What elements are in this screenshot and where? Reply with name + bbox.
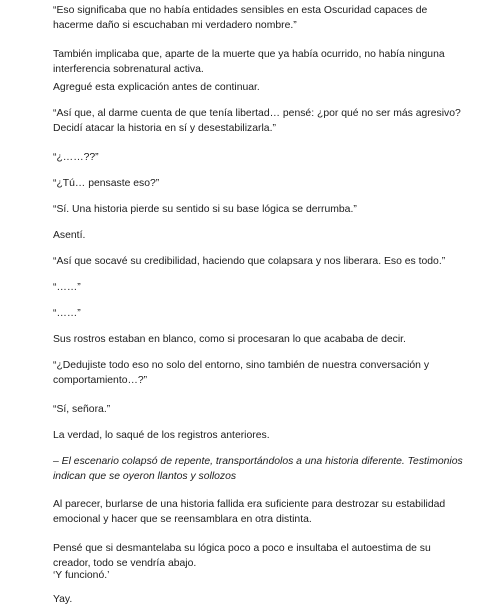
paragraph-18: Pensé que si desmantelaba su lógica poco a poco e insultaba el autoestima de su creador, todo se vendría abajo. xyxy=(53,543,431,569)
paragraph-2: También implicaba que, aparte de la muerte que ya había ocurrido, no había ninguna interferencia sobrenatural activa. xyxy=(53,49,445,75)
paragraph-4: “Así que, al darme cuenta de que tenía libertad… pensé: ¿por qué no ser más agresivo? Decidí atacar la historia en sí y desestabilizarla.” xyxy=(53,108,461,134)
paragraph-16-italic: – El escenario colapsó de repente, transportándolos a una historia diferente. Testimonios indican que se oyeron llantos y sollozos xyxy=(53,456,463,482)
paragraph-6: “¿Tú… pensaste eso?” xyxy=(53,178,160,189)
paragraph-13: “¿Dedujiste todo eso no solo del entorno, sino también de nuestra conversación y comportamiento…?” xyxy=(53,360,430,386)
paragraph-15: La verdad, lo saqué de los registros anteriores. xyxy=(53,430,270,441)
paragraph-5: “¿……??” xyxy=(53,152,99,163)
paragraph-11: “……” xyxy=(53,308,81,319)
paragraph-12: Sus rostros estaban en blanco, como si procesaran lo que acababa de decir. xyxy=(53,334,406,345)
paragraph-20: Yay. xyxy=(53,594,73,605)
paragraph-8: Asentí. xyxy=(53,230,86,241)
paragraph-14: “Sí, señora.” xyxy=(53,404,111,415)
paragraph-7: “Sí. Una historia pierde su sentido si su base lógica se derrumba.” xyxy=(53,204,357,215)
paragraph-1: “Eso significaba que no había entidades sensibles en esta Oscuridad capaces de hacerme daño si escuchaban mi verdadero nombre.” xyxy=(53,5,428,31)
paragraph-17: Al parecer, burlarse de una historia fallida era suficiente para destrozar su estabilidad emocional y hacer que se reensamblara en otra distinta. xyxy=(53,499,446,525)
paragraph-19: ‘Y funcionó.’ xyxy=(53,570,110,581)
paragraph-3: Agregué esta explicación antes de continuar. xyxy=(53,82,260,93)
paragraph-9: “Así que socavé su credibilidad, haciendo que colapsara y nos liberara. Eso es todo.” xyxy=(53,256,446,267)
paragraph-10: “……” xyxy=(53,282,81,293)
